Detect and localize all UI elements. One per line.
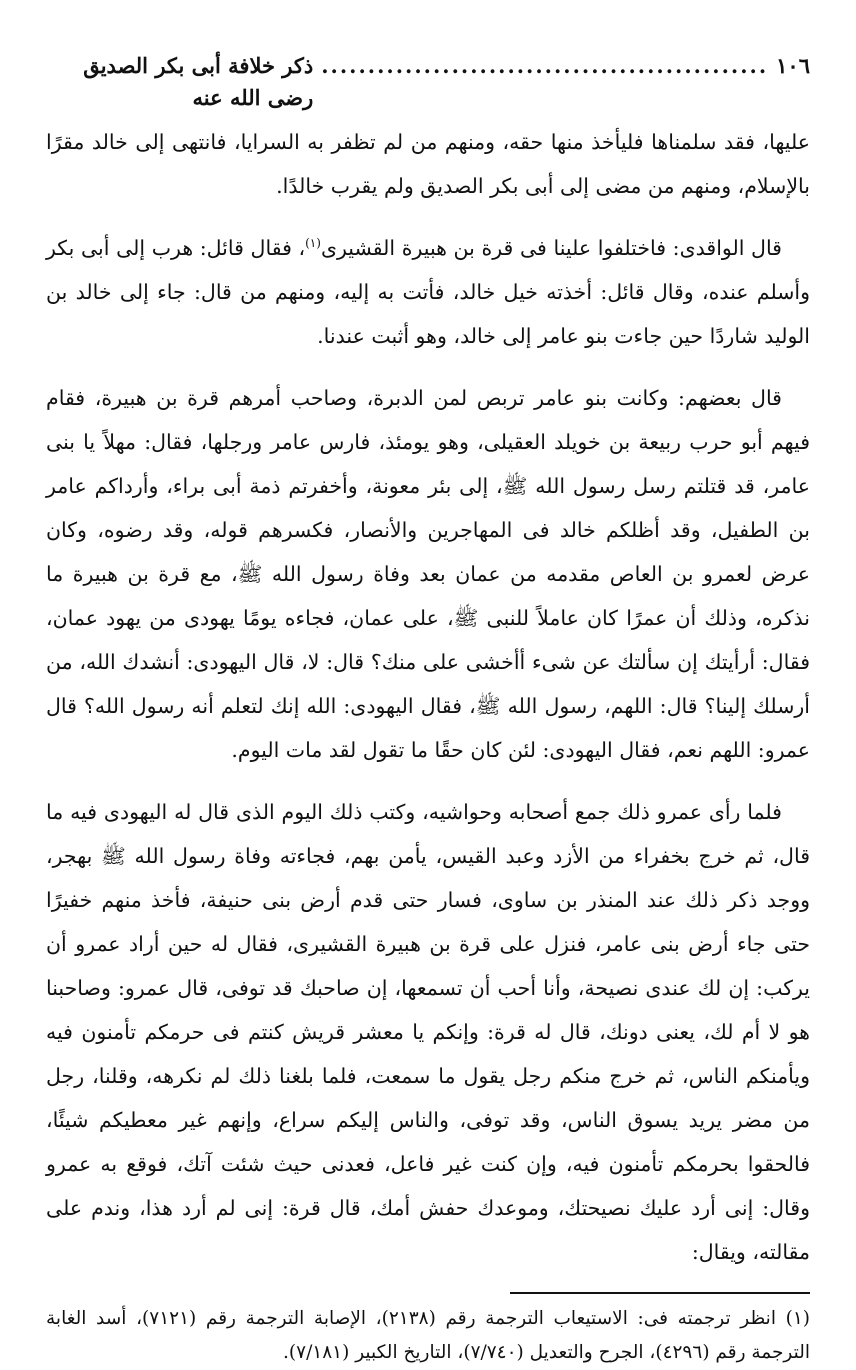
running-head bbox=[46, 50, 810, 120]
paragraph-1: عليها، فقد سلمناها فليأخذ منها حقه، ومنهم من لم تظفر به السرايا، فانتهى إلى خالد مقرًا بالإسلام، ومنهم من مضى إلى أبى بكر الصديق ولم يقرب خالدًا. bbox=[46, 130, 810, 198]
running-head-title: ذكر خلافة أبى بكر الصديق رضى الله عنه bbox=[83, 53, 314, 110]
footnote-divider bbox=[510, 1292, 810, 1294]
footnote-marker[interactable]: (١) bbox=[305, 236, 321, 251]
waqidi-text-before: قال الواقدى: فاختلفوا علينا فى قرة بن هبيرة القشيرى bbox=[320, 236, 782, 260]
running-head-page-number: ١٠٦ bbox=[776, 53, 810, 78]
waqidi-text-after: ، فقال قائل: هرب إلى أبى بكر وأسلم عنده، وقال قائل: أخذته خيل خالد، فأتت به إليه، ومنهم من قال: جاء إلى خالد بن الوليد شاردًا حين جاءت بنو عامر إلى خالد، وهو أثبت عندنا. bbox=[46, 236, 810, 348]
paragraph-4: فلما رأى عمرو ذلك جمع أصحابه وحواشيه، وكتب ذلك اليوم الذى قال له اليهودى فيه ما قال، ثم خرج بخفراء من الأزد وعبد القيس، يأمن بهم، فجاءته وفاة رسول الله ﷺ بهجر، ووجد ذكر ذلك عند المنذر بن ساوى، فسار حتى قدم أرض بنى حنيفة، فأخذ منهم خفيرًا حتى جاء أرض بنى عامر، فنزل على قرة بن هبيرة القشيرى، فقال له حين أراد عمرو أن يركب: إن لك عندى نصيحة، وأنا أحب أن تسمعها، إن صاحبك قد توفى، قال عمرو: وصاحبنا هو لا أم لك، يعنى دونك، قال له قرة: وإنكم يا معشر قريش كنتم فى حرمكم تأمنون فيه ويأمنكم الناس، ثم خرج منكم رجل يقول ما سمعت، فلما بلغنا ذلك لم نكرهه، وقلنا، رجل من مضر يريد يسوق الناس، وقد توفى، والناس إليكم سراع، وإنهم غير معطيكم شيئًا، فالحقوا بحرمكم تأمنون فيه، وإن كنت غير فاعل، فعدنى حيث شئت آتك، فوقع به عمرو وقال: إنى أرد عليك نصيحتك، وموعدك حفش أمك، قال قرة: إنى لم أرد هذا، وندم على مقالته، ويقال: bbox=[46, 800, 810, 1264]
running-head-dots: ................................................ bbox=[321, 53, 769, 78]
body-text bbox=[46, 120, 810, 1274]
paragraph-waqidi bbox=[46, 226, 810, 358]
paragraph-3: قال بعضهم: وكانت بنو عامر تربص لمن الدبرة، وصاحب أمرهم قرة بن هبيرة، فقام فيهم أبو حرب ربيعة بن خويلد العقيلى، وهو يومئذ، فارس عامر ورجلها، فقال: مهلاً يا بنى عامر، قد قتلتم رسل رسول الله ﷺ، إلى بئر معونة، وأخفرتم ذمة أبى براء، وأرداكم عامر بن الطفيل، وقد أظلكم خالد فى المهاجرين والأنصار، فكسرهم قوله، وقد رضوه، وكان عرض لعمرو بن العاص مقدمه من عمان بعد وفاة رسول الله ﷺ، مع قرة بن هبيرة ما نذكره، وذلك أن عمرًا كان عاملاً للنبى ﷺ، على عمان، فجاءه يومًا يهودى من يهود عمان، فقال: أرأيتك إن سألتك عن شىء أأخشى على منك؟ قال: لا، قال اليهودى: أنشدك الله، من أرسلك إلينا؟ قال: اللهم، رسول الله ﷺ، فقال اليهودى: الله إنك لتعلم أنه رسول الله؟ قال عمرو: اللهم نعم، فقال اليهودى: لئن كان حقًا ما تقول لقد مات اليوم. bbox=[46, 386, 810, 762]
footnote: (١) انظر ترجمته فى: الاستيعاب الترجمة رقم (٢١٣٨)، الإصابة الترجمة رقم (٧١٢١)، أسد الغابة الترجمة رقم (٤٢٩٦)، الجرح والتعديل (٧/٧٤٠)، التاريخ الكبير (٧/١٨١). bbox=[46, 1308, 810, 1363]
